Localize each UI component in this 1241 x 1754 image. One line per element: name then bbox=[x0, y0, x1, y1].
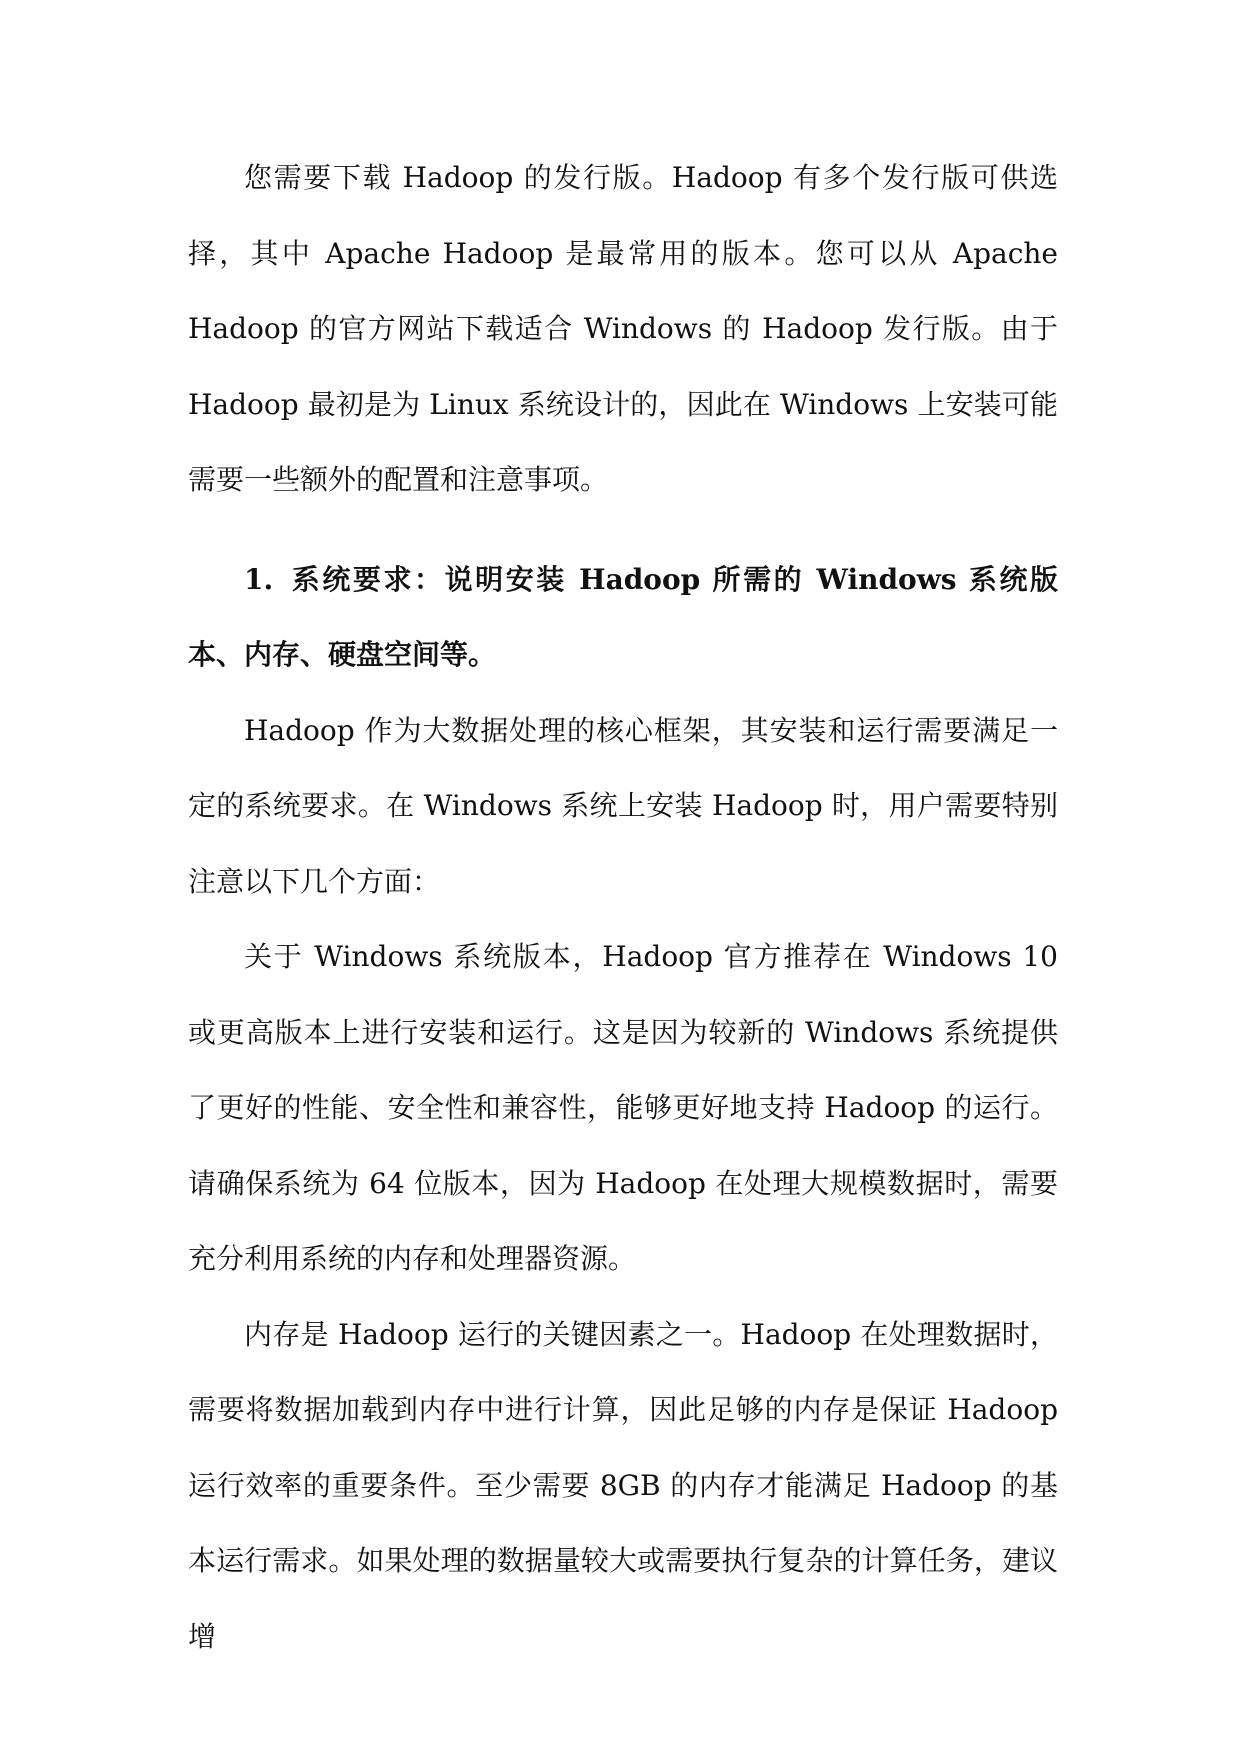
section-title: 系统要求：说明安装 Hadoop 所需的 Windows 系统版本、内存、硬盘空间等。 bbox=[188, 562, 1058, 671]
intro-paragraph: 您需要下载 Hadoop 的发行版。Hadoop 有多个发行版可供选择，其中 Apache Hadoop 是最常用的版本。您可以从 Apache Hadoop 的官方网站下载适合 Windows 的 Hadoop 发行版。由于 Hadoop 最初是为 Linux 系统设计的，因此在 Windows 上安装可能需要一些额外的配置和注意事项。 bbox=[188, 161, 1058, 496]
section-number: 1. bbox=[244, 562, 274, 596]
body-paragraph: Hadoop 作为大数据处理的核心框架，其安装和运行需要满足一定的系统要求。在 Windows 系统上安装 Hadoop 时，用户需要特别注意以下几个方面： bbox=[188, 713, 1058, 898]
body-paragraph: 内存是 Hadoop 运行的关键因素之一。Hadoop 在处理数据时，需要将数据加载到内存中进行计算，因此足够的内存是保证 Hadoop 运行效率的重要条件。至少需要 8GB 的内存才能满足 Hadoop 的基本运行需求。如果处理的数据量较大或需要执行复杂的计算任务，建议增 bbox=[188, 1317, 1058, 1653]
document-body bbox=[188, 140, 1058, 1674]
body-paragraph: 关于 Windows 系统版本，Hadoop 官方推荐在 Windows 10 或更高版本上进行安装和运行。这是因为较新的 Windows 系统提供了更好的性能、安全性和兼容性，能够更好地支持 Hadoop 的运行。请确保系统为 64 位版本，因为 Hadoop 在处理大规模数据时，需要充分利用系统的内存和处理器资源。 bbox=[188, 940, 1058, 1275]
section-heading bbox=[188, 542, 1058, 693]
